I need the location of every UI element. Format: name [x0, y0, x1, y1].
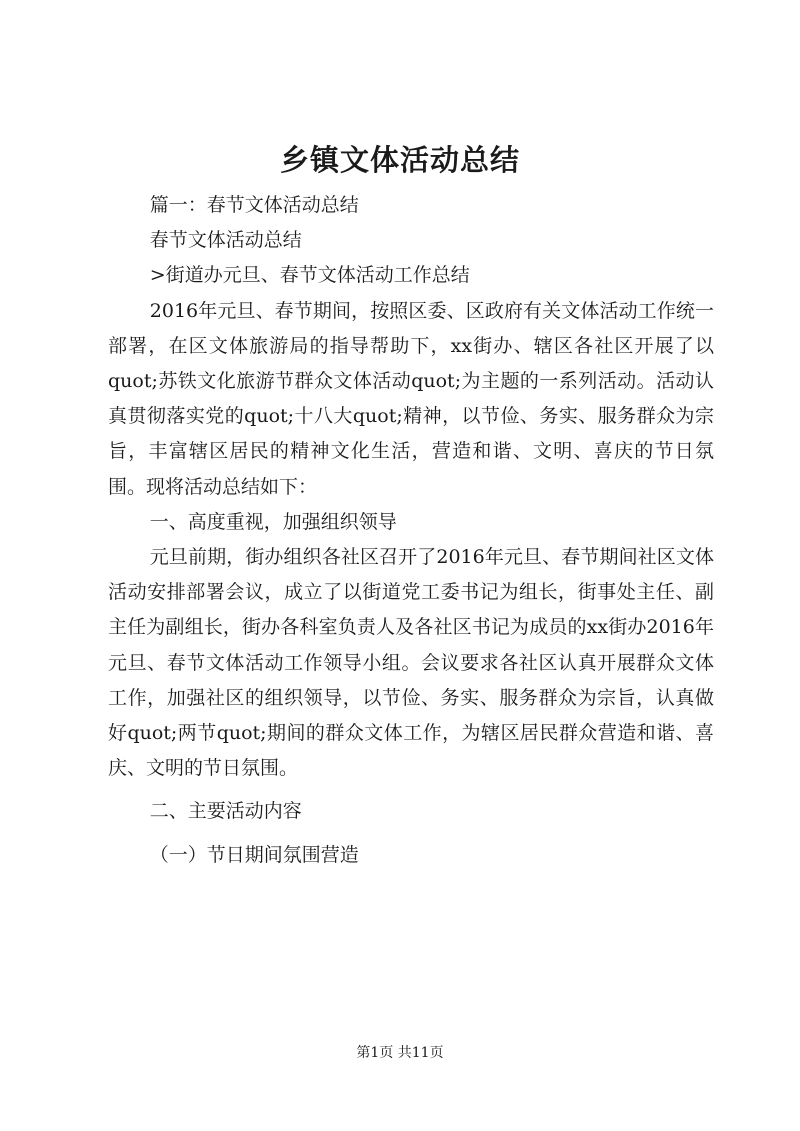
section-heading: 二、主要活动内容 — [149, 800, 302, 823]
section-heading: 一、高度重视，加强组织领导 — [149, 510, 397, 533]
page-footer — [0, 1043, 800, 1063]
subheading: >街道办元旦、春节文体活动工作总结 — [149, 264, 470, 287]
body-paragraph: 元旦前期，街办组织各社区召开了2016年元旦、春节期间社区文体活动安排部署会议，成立了以街道党工委书记为组长，街事处主任、副主任为副组长，街办各科室负责人及各社区书记为成员的xx街办2016年元旦、春节文体活动工作领导小组。会议要求各社区认真开展群众文体工作，加强社区的组织领导，以节俭、务实、服务群众为宗旨，认真做好quot;两节quot;期间的群众文体工作，为辖区居民群众营造和谐、喜庆、文明的节日氛围。 — [108, 546, 714, 780]
document-body — [108, 188, 714, 873]
subheading: 春节文体活动总结 — [149, 229, 302, 252]
document-title: 乡镇文体活动总结 — [279, 143, 520, 177]
page-number-label: 第1页 共11页 — [356, 1045, 444, 1061]
subsection-heading: （一）节日期间氛围营造 — [149, 843, 359, 866]
section-heading: 篇一：春节文体活动总结 — [149, 194, 359, 216]
body-paragraph: 2016年元旦、春节期间，按照区委、区政府有关文体活动工作统一部署，在区文体旅游局的指导帮助下，xx街办、辖区各社区开展了以quot;苏铁文化旅游节群众文体活动quot;为主题的一系列活动。活动认真贯彻落实党的quot;十八大quot;精神，以节俭、务实、服务群众为宗旨，丰富辖区居民的精神文化生活，营造和谐、文明、喜庆的节日氛围。现将活动总结如下： — [108, 299, 714, 498]
